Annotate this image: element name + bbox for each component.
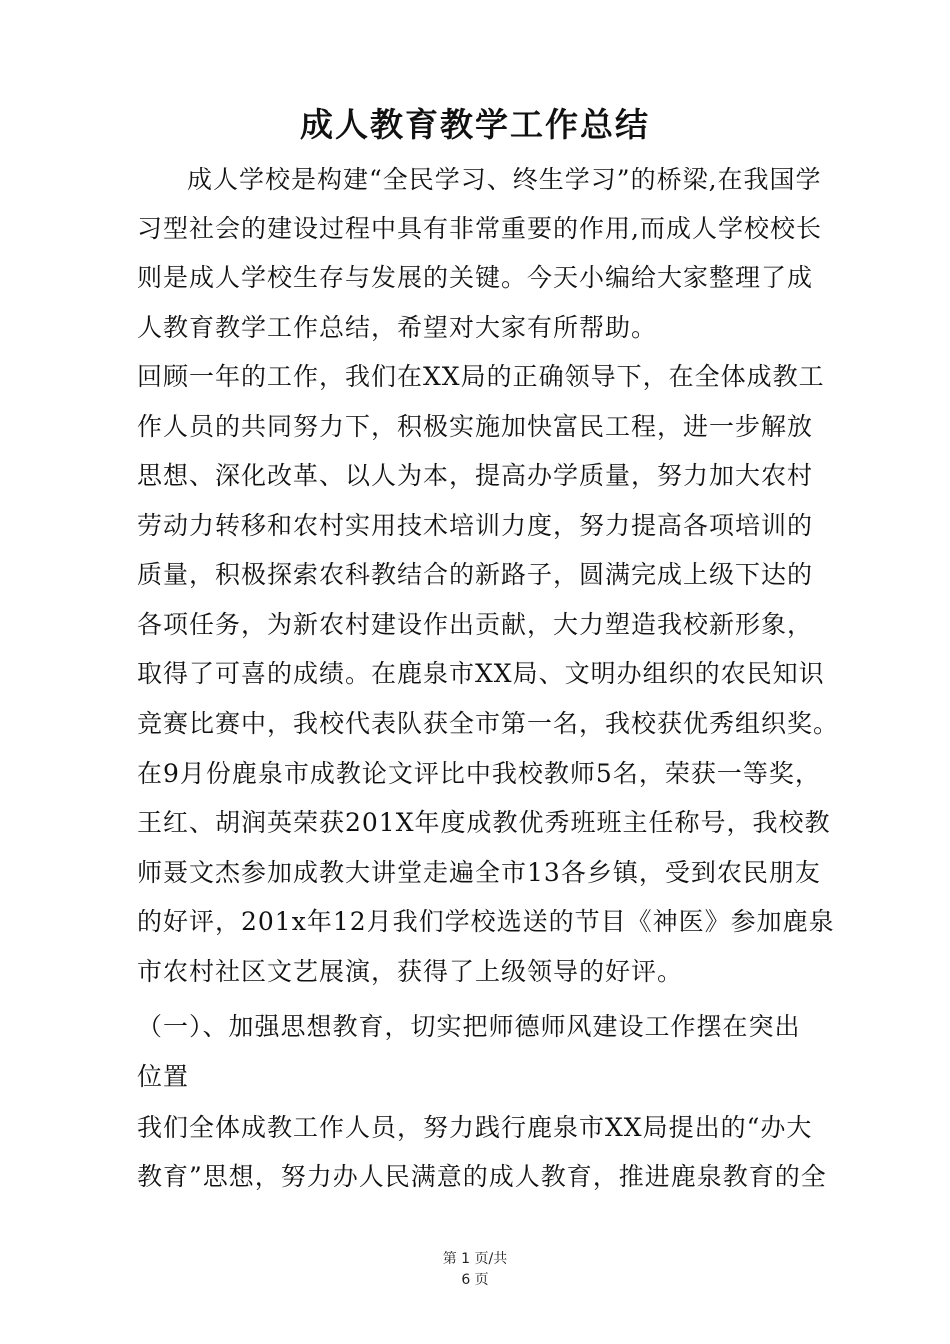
paragraph-line: 各项任务，为新农村建设作出贡献，大力塑造我校新形象， (137, 610, 814, 639)
paragraph-line: 竞赛比赛中，我校代表队获全市第一名，我校获优秀组织奖。 (137, 709, 840, 738)
paragraph-line: 的好评，201x年12月我们学校选送的节目《神医》参加鹿泉 (137, 907, 835, 936)
document-title: 成人教育教学工作总结 (300, 105, 650, 144)
paragraph-line: 思想、深化改革、以人为本，提高办学质量，努力加大农村 (137, 461, 814, 490)
paragraph-line: 取得了可喜的成绩。在鹿泉市XX局、文明办组织的农民知识 (137, 659, 825, 688)
page-number: 第 1 页/共 (442, 1251, 508, 1267)
section-heading-line: （一）、加强思想教育，切实把师德师风建设工作摆在突出 (137, 1012, 801, 1041)
section-heading-line: 位置 (137, 1062, 190, 1091)
paragraph-line: 质量，积极探索农科教结合的新路子，圆满完成上级下达的 (137, 560, 814, 589)
paragraph-line: 劳动力转移和农村实用技术培训力度，努力提高各项培训的 (137, 511, 814, 540)
paragraph-line: 教育”思想，努力办人民满意的成人教育，推进鹿泉教育的全 (137, 1162, 827, 1191)
paragraph-line: 市农村社区文艺展演，获得了上级领导的好评。 (137, 957, 684, 986)
page-total: 6 页 (461, 1272, 489, 1288)
paragraph-line: 在9月份鹿泉市成教论文评比中我校教师5名，荣获一等奖， (137, 759, 821, 788)
paragraph-line: 作人员的共同努力下，积极实施加快富民工程，进一步解放 (137, 412, 814, 441)
paragraph-line: 回顾一年的工作，我们在XX局的正确领导下，在全体成教工 (137, 362, 825, 391)
paragraph-line: 王红、胡润英荣获201X年度成教优秀班班主任称号，我校教 (137, 808, 831, 837)
paragraph-line: 则是成人学校生存与发展的关键。今天小编给大家整理了成 (137, 263, 814, 292)
paragraph-line: 成人学校是构建“全民学习、终生学习”的桥梁,在我国学 (187, 165, 822, 194)
paragraph-line: 我们全体成教工作人员，努力践行鹿泉市XX局提出的“办大 (137, 1113, 813, 1142)
paragraph-line: 习型社会的建设过程中具有非常重要的作用,而成人学校校长 (137, 214, 822, 243)
paragraph-line: 师聂文杰参加成教大讲堂走遍全市13各乡镇，受到农民朋友 (137, 858, 821, 887)
paragraph-line: 人教育教学工作总结，希望对大家有所帮助。 (137, 313, 658, 342)
